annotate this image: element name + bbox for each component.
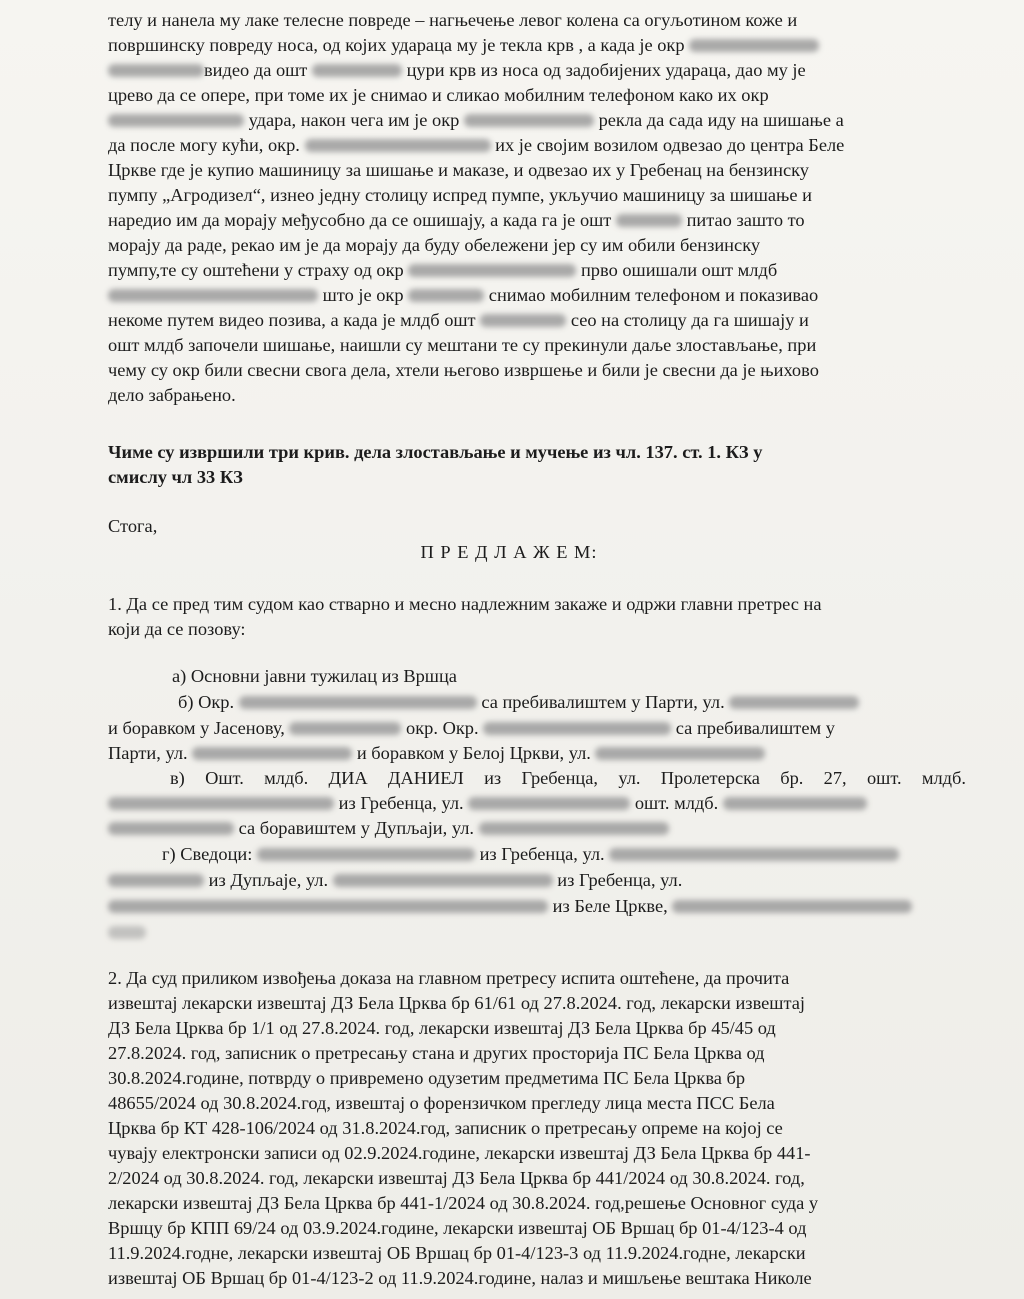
summons-a: а) Основни јавни тужилац из Вршца	[172, 666, 457, 686]
redaction	[108, 926, 146, 939]
text-line: Цркве где је купио машиницу за шишање и маказе, и одвезао их у Гребенац на бензинску	[108, 160, 809, 180]
text-line: 27.8.2024. год, записник о претресању стана и других просторија ПС Бела Црква од	[108, 1043, 765, 1063]
propose-heading: П Р Е Д Л А Ж Е М:	[420, 542, 598, 562]
text-line: морају да раде, рекао им је да морају да буду обележени јер су им обили бензинску	[108, 235, 761, 255]
text-line: чему су окр били свесни свога дела, хтели његово извршење и били је свесни да је њихово	[108, 360, 819, 380]
text-line: лекарски извештај ДЗ Бела Црква бр 441-1/2024 од 30.8.2024. год,решење Основног суда у	[108, 1193, 819, 1213]
redaction	[479, 822, 669, 835]
redaction	[408, 289, 484, 302]
text-line: Чиме су извршили три крив. дела злостављање и мучење из чл. 137. ст. 1. КЗ у	[108, 442, 763, 462]
summons-g-line1: г) Сведоци: из Гребенца, ул.	[162, 842, 966, 867]
summons-b-line3: Парти, ул. и боравком у Белој Цркви, ул.	[108, 741, 966, 766]
text-line: 2/2024 од 30.8.2024. год, лекарски извештај ДЗ Бела Црква бр 441/2024 од 30.8.2024. год,	[108, 1168, 805, 1188]
text-line: пумпу,те су оштећени у страху од окр прво ошишали ошт млдб	[108, 260, 778, 280]
redaction	[108, 822, 234, 835]
redaction	[408, 264, 576, 277]
summons-v-line3: са боравиштем у Дупљаји, ул.	[108, 816, 966, 841]
point-1	[108, 592, 966, 642]
redaction	[609, 848, 899, 861]
summons-v-line2: из Гребенца, ул. ошт. млдб.	[108, 791, 966, 816]
text-line: 2. Да суд приликом извођења доказа на главном претресу испита оштећене, да прочита	[108, 968, 790, 988]
redaction	[616, 214, 682, 227]
text-line: 48655/2024 од 30.8.2024.год, извештај о форензичком прегледу лица места ПСС Бела	[108, 1093, 775, 1113]
text-line: ДЗ Бела Црква бр 1/1 од 27.8.2024. год, лекарски извештај ДЗ Бела Црква бр 45/45 од	[108, 1018, 776, 1038]
text-line: дело забрањено.	[108, 385, 236, 405]
redaction	[108, 114, 244, 127]
text-line: 11.9.2024.годне, лекарски извештај ОБ Вршац бр 01-4/123-3 од 11.9.2024.годне, лекарски	[108, 1243, 806, 1263]
redaction	[108, 64, 204, 77]
summons-g-line2: из Дупљаје, ул. из Гребенца, ул.	[108, 868, 966, 893]
redaction	[729, 696, 859, 709]
redaction	[108, 289, 318, 302]
redaction	[257, 848, 475, 861]
redaction	[289, 722, 401, 735]
redaction	[108, 874, 204, 887]
text-line: да после могу кући, окр. их је својим возилом одвезао до центра Беле	[108, 135, 845, 155]
text-line: некоме путем видео позива, а када је млдб ошт сео на столицу да га шишају и	[108, 310, 809, 330]
text-line: 1. Да се пред тим судом као стварно и месно надлежним закаже и одржи главни претрес на	[108, 594, 822, 614]
summons-g-line3: из Беле Цркве,	[108, 894, 966, 919]
text-line: извештај ОБ Вршац бр 01-4/123-2 од 11.9.2024.године, налаз и мишљење вештака Николе	[108, 1268, 812, 1288]
redaction	[595, 747, 765, 760]
redaction	[333, 874, 553, 887]
text-line: смислу чл 33 КЗ	[108, 467, 243, 487]
therefore-text: Стога,	[108, 516, 158, 536]
text-line: ошт млдб започели шишање, наишли су мештани те су прекинули даље злостављање, при	[108, 335, 817, 355]
summons-v-line1: в) Ошт. млдб. ДИА ДАНИЕЛ из Гребенца, ул. Пролетерска бр. 27, ошт. млдб.	[170, 768, 966, 788]
redaction	[723, 797, 867, 810]
text-line: што је окр снимао мобилним телефоном и показивао	[108, 283, 966, 308]
text-line: наредио им да морају међусобно да се ошишају, а када га је ошт питао зашто то	[108, 210, 805, 230]
text-line: видео да ошт цури крв из носа од задобијених удараца, дао му је	[108, 58, 966, 83]
text-line: црево да се опере, при томе их је снимао и сликао мобилним телефоном како их окр	[108, 85, 769, 105]
text-line: Вршцу бр КПП 69/24 од 03.9.2024.године, лекарски извештај ОБ Вршац бр 01-4/123-4 од	[108, 1218, 807, 1238]
redaction	[483, 722, 671, 735]
text-line: који да се позову:	[108, 619, 246, 639]
redaction	[464, 114, 594, 127]
redaction	[689, 39, 819, 52]
text-line: телу и нанела му лаке телесне повреде – нагњечење левог колена са огуљотином коже и	[108, 10, 798, 30]
charge-statement	[108, 440, 966, 490]
text-line: удара, након чега им је окр рекла да сада иду на шишање а	[108, 108, 966, 133]
text-line: 30.8.2024.године, потврду о привремено одузетим предметима ПС Бела Црква бр	[108, 1068, 746, 1088]
point-2	[108, 966, 966, 1291]
redaction	[468, 797, 630, 810]
redaction	[192, 747, 352, 760]
redaction	[312, 64, 402, 77]
redaction	[305, 139, 491, 152]
summons-b-line2: и боравком у Јасенову, окр. Окр. са пребивалиштем у	[108, 718, 835, 738]
redaction	[239, 696, 477, 709]
redaction	[672, 900, 912, 913]
text-line: пумпу „Агродизел“, изнео једну столицу испред пумпе, укључио машиницу за шишање и	[108, 185, 812, 205]
redaction	[108, 900, 548, 913]
text-line: извештај лекарски извештај ДЗ Бела Црква бр 61/61 од 27.8.2024. год, лекарски извештај	[108, 993, 806, 1013]
summons-b-line1: б) Окр. са пребивалиштем у Парти, ул.	[178, 690, 966, 715]
text-line: чувају електронски записи од 02.9.2024.године, лекарски извештај ДЗ Бела Црква бр 441-	[108, 1143, 811, 1163]
redaction	[108, 797, 334, 810]
text-line: површинску повреду носа, од којих удараца му је текла крв , а када је окр	[108, 33, 966, 58]
text-line: Црква бр КТ 428-106/2024 од 31.8.2024.год, записник о претресању опреме на којој се	[108, 1118, 783, 1138]
redaction	[480, 314, 566, 327]
paragraph-top	[108, 8, 966, 408]
summons-g-line4	[108, 920, 146, 945]
